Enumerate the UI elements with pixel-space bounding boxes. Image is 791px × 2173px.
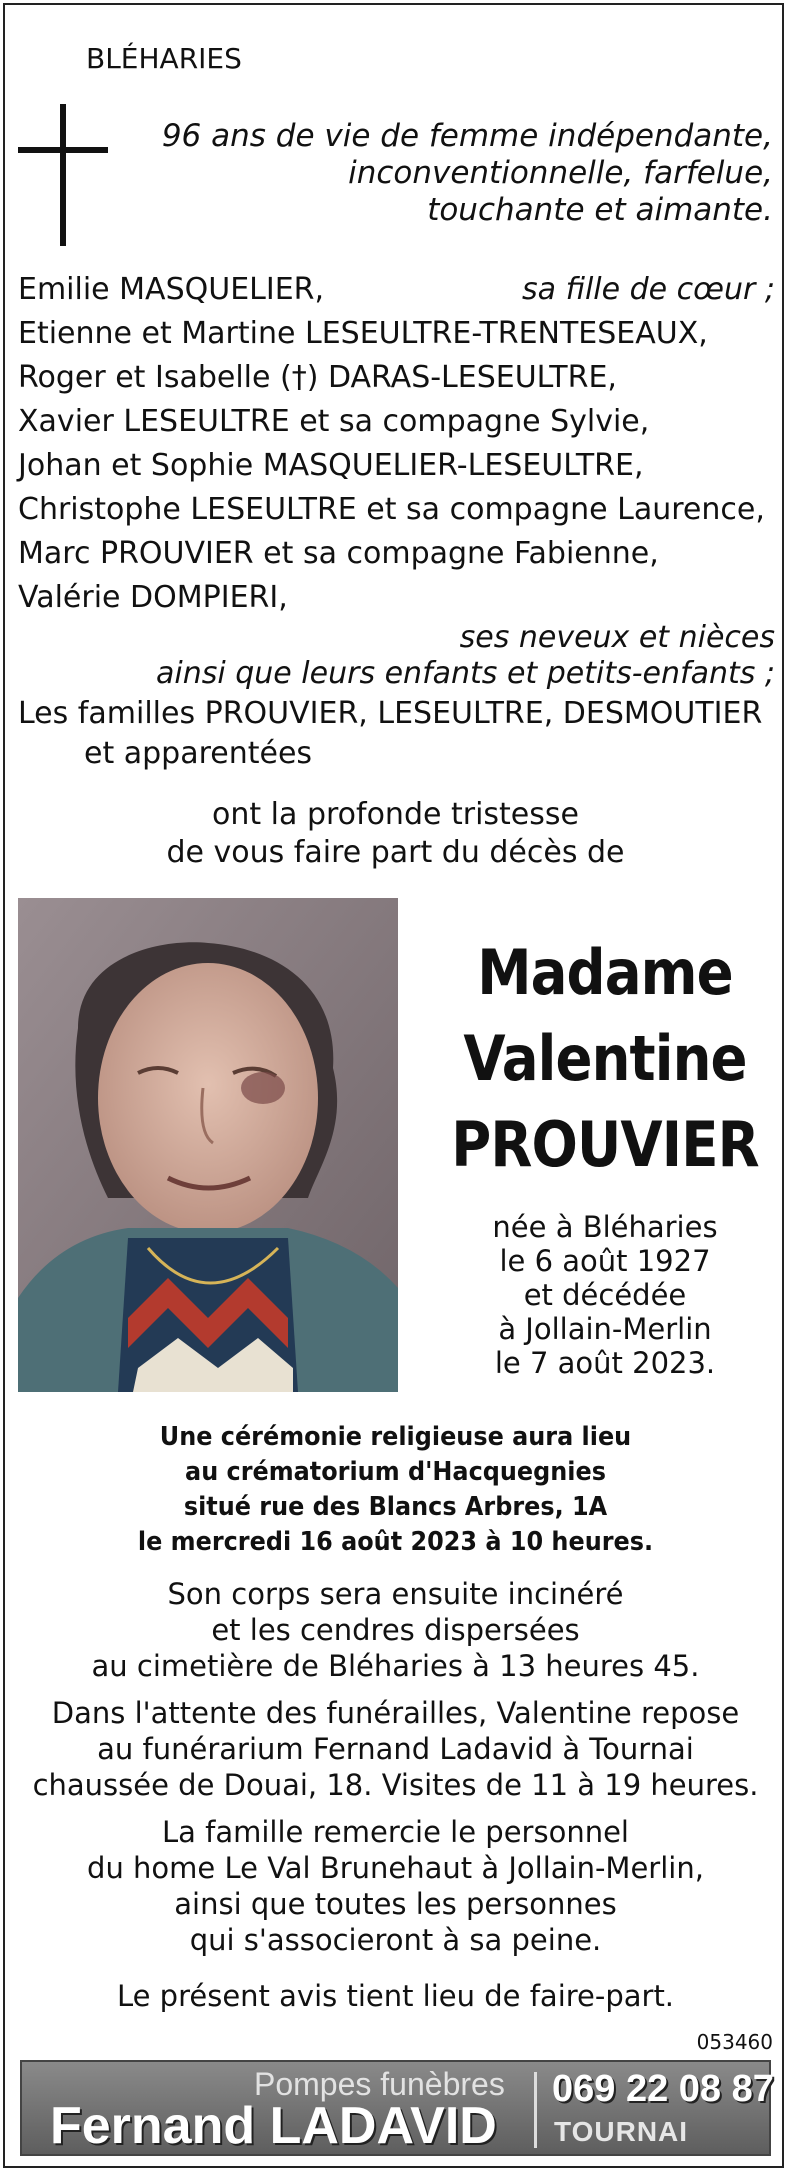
related-line: et apparentées <box>84 736 313 771</box>
family-member: Marc PROUVIER et sa compagne Fabienne, <box>18 536 659 571</box>
bio-line: née à Bléharies <box>492 1210 718 1244</box>
family-member: Christophe LESEULTRE et sa compagne Laurence, <box>18 492 765 527</box>
viewing-details <box>0 1695 791 1803</box>
family-relation: sa fille de cœur ; <box>522 272 775 307</box>
cremation-line: Son corps sera ensuite incinéré <box>167 1577 624 1611</box>
location-heading: BLÉHARIES <box>86 42 242 75</box>
intro-text <box>153 118 773 229</box>
announcement <box>0 796 791 872</box>
banner-firm-name: Fernand LADAVID <box>50 2097 497 2155</box>
notice-text: Le présent avis tient lieu de faire-part. <box>116 1979 675 2013</box>
announcement-line: ont la profonde tristesse <box>212 797 579 832</box>
family-member: Xavier LESEULTRE et sa compagne Sylvie, <box>18 404 650 439</box>
family-member: Johan et Sophie MASQUELIER-LESEULTRE, <box>18 448 644 483</box>
banner-city: TOURNAI <box>554 2116 689 2147</box>
announcement-line: de vous faire part du décès de <box>166 835 625 870</box>
cremation-line: au cimetière de Bléharies à 13 heures 45. <box>91 1649 700 1683</box>
banner-subtitle: Pompes funèbres <box>254 2066 505 2102</box>
bio-line: le 6 août 1927 <box>499 1244 711 1278</box>
portrait-photo <box>18 898 398 1392</box>
banner-divider <box>534 2072 537 2148</box>
name-line: PROUVIER <box>451 1108 759 1181</box>
ceremony-line: Une cérémonie religieuse aura lieu <box>159 1422 632 1452</box>
family-member: Emilie MASQUELIER, <box>18 272 325 307</box>
name-line: Valentine <box>463 1022 747 1095</box>
intro-line: inconventionnelle, farfelue, <box>348 155 773 191</box>
family-member: Valérie DOMPIERI, <box>18 580 288 615</box>
thanks-line: du home Le Val Brunehaut à Jollain-Merlin, <box>87 1851 704 1885</box>
viewing-line: chaussée de Douai, 18. Visites de 11 à 19 heures. <box>32 1768 759 1802</box>
reference-number: 053460 <box>696 2030 773 2054</box>
viewing-line: Dans l'attente des funérailles, Valentine repose <box>51 1696 740 1730</box>
family-member: Roger et Isabelle (†) DARAS-LESEULTRE, <box>18 360 617 395</box>
family-relation: ses neveux et nièces <box>459 620 775 655</box>
banner-phone: 069 22 08 87 <box>552 2068 774 2110</box>
intro-line: touchante et aimante. <box>427 192 773 228</box>
viewing-line: au funérarium Fernand Ladavid à Tournai <box>97 1732 694 1766</box>
name-line: Madame <box>477 936 733 1009</box>
family-member: Etienne et Martine LESEULTRE-TRENTESEAUX, <box>18 316 708 351</box>
thanks-line: qui s'associeront à sa peine. <box>189 1923 602 1957</box>
bio-line: le 7 août 2023. <box>494 1346 716 1380</box>
thanks-line: La famille remercie le personnel <box>162 1815 629 1849</box>
bio-line: à Jollain-Merlin <box>498 1312 712 1346</box>
family-list <box>18 268 775 772</box>
funeral-home-banner <box>20 2060 774 2156</box>
family-row <box>18 268 775 312</box>
ceremony-details <box>0 1420 791 1560</box>
thanks-line: ainsi que toutes les personnes <box>174 1887 617 1921</box>
cremation-line: et les cendres dispersées <box>211 1613 580 1647</box>
deceased-name <box>451 930 759 1188</box>
thanks-text <box>0 1814 791 1958</box>
bio-line: et décédée <box>523 1278 687 1312</box>
cremation-details <box>0 1576 791 1684</box>
intro-line: 96 ans de vie de femme indépendante, <box>161 118 773 154</box>
family-relation: ainsi que leurs enfants et petits-enfants ; <box>156 656 775 691</box>
families-line: Les familles PROUVIER, LESEULTRE, DESMOUTIER <box>18 696 763 731</box>
ceremony-line: situé rue des Blancs Arbres, 1A <box>183 1492 608 1522</box>
ceremony-line: le mercredi 16 août 2023 à 10 heures. <box>137 1527 654 1557</box>
deceased-bio <box>430 1210 780 1380</box>
ceremony-line: au crématorium d'Hacquegnies <box>185 1457 606 1487</box>
